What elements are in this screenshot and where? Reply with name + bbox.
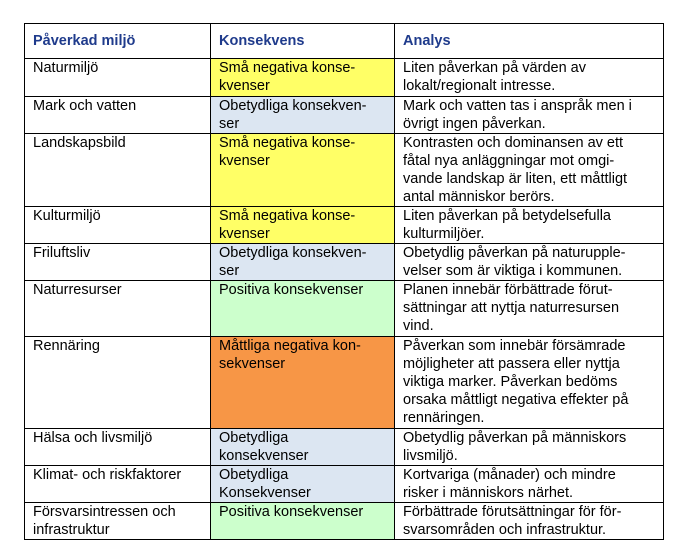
- analysis-cell: Liten påverkan på värden av lokalt/regionalt intresse.: [395, 59, 664, 97]
- header-analysis: Analys: [395, 24, 664, 59]
- environment-cell: Rennäring: [25, 337, 211, 429]
- analysis-cell: Planen innebär förbättrade förut- sättningar att nyttja naturresursen vind.: [395, 281, 664, 337]
- consequence-cell: Obetydliga konsekven- ser: [211, 244, 395, 281]
- consequence-cell: Små negativa konse- kvenser: [211, 59, 395, 97]
- consequence-cell: Positiva konsekvenser: [211, 281, 395, 337]
- analysis-cell: Mark och vatten tas i anspråk men i övrigt ingen påverkan.: [395, 97, 664, 134]
- environment-cell: Friluftsliv: [25, 244, 211, 281]
- table-row: [25, 466, 664, 503]
- analysis-cell: Obetydlig påverkan på människors livsmiljö.: [395, 429, 664, 466]
- environment-cell: Naturmiljö: [25, 59, 211, 97]
- table-row: [25, 429, 664, 466]
- table-row: [25, 281, 664, 337]
- consequence-cell: Obetydliga Konsekvenser: [211, 466, 395, 503]
- header-row: [25, 24, 664, 59]
- analysis-cell: Kontrasten och dominansen av ett fåtal nya anläggningar mot omgi- vande landskap är liten, ett måttligt antal människor berörs.: [395, 134, 664, 207]
- analysis-cell: Liten påverkan på betydelsefulla kulturmiljöer.: [395, 207, 664, 244]
- environment-cell: Försvarsintressen och infrastruktur: [25, 503, 211, 540]
- consequence-cell: Positiva konsekvenser: [211, 503, 395, 540]
- environment-cell: Naturresurser: [25, 281, 211, 337]
- header-affected-environment: Påverkad miljö: [25, 24, 211, 59]
- table-row: [25, 337, 664, 429]
- table-row: [25, 207, 664, 244]
- header-consequence: Konsekvens: [211, 24, 395, 59]
- environment-cell: Hälsa och livsmiljö: [25, 429, 211, 466]
- consequence-cell: Obetydliga konsekven- ser: [211, 97, 395, 134]
- analysis-cell: Förbättrade förutsättningar för för- svarsområden och infrastruktur.: [395, 503, 664, 540]
- table-row: [25, 503, 664, 540]
- impact-assessment-table: [24, 23, 664, 540]
- environment-cell: Kulturmiljö: [25, 207, 211, 244]
- consequence-cell: Små negativa konse- kvenser: [211, 207, 395, 244]
- consequence-cell: Små negativa konse- kvenser: [211, 134, 395, 207]
- consequence-cell: Obetydliga konsekvenser: [211, 429, 395, 466]
- analysis-cell: Påverkan som innebär försämrade möjligheter att passera eller nyttja viktiga marker. Påverkan bedöms orsaka måttligt negativa effekter på rennäringen.: [395, 337, 664, 429]
- analysis-cell: Kortvariga (månader) och mindre risker i människors närhet.: [395, 466, 664, 503]
- table-row: [25, 59, 664, 97]
- table-row: [25, 134, 664, 207]
- environment-cell: Landskapsbild: [25, 134, 211, 207]
- table-row: [25, 97, 664, 134]
- consequence-cell: Måttliga negativa kon- sekvenser: [211, 337, 395, 429]
- table-row: [25, 244, 664, 281]
- analysis-cell: Obetydlig påverkan på naturupple- velser som är viktiga i kommunen.: [395, 244, 664, 281]
- environment-cell: Mark och vatten: [25, 97, 211, 134]
- environment-cell: Klimat- och riskfaktorer: [25, 466, 211, 503]
